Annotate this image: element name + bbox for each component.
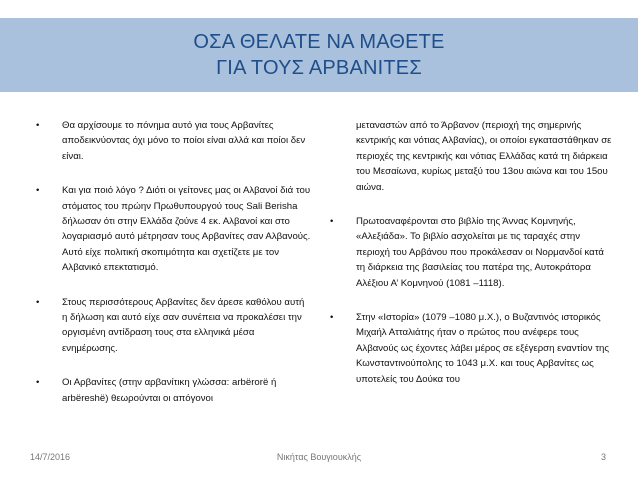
bullet-icon: • — [36, 120, 40, 131]
slide-title-line-2: ΓΙΑ ΤΟΥΣ ΑΡΒΑΝΙΤΕΣ — [216, 57, 422, 79]
page-number: 3 — [600, 452, 606, 462]
bullet-item: • Στους περισσότερους Αρβανίτες δεν άρεσε καθόλου αυτή η δήλωση και αυτό είχε σαν συνέπεια να προκαλέσει την οργισμένη αντίδραση τους στα ελληνικά μέσα ενημέρωσης. — [36, 296, 305, 354]
footer-date: 14/7/2016 — [30, 452, 71, 462]
bullet-icon: • — [36, 296, 40, 308]
bullet-icon: • — [36, 185, 40, 197]
slide-title-line-1: ΟΣΑ ΘΕΛΑΤΕ ΝΑ ΜΑΘΕΤΕ — [193, 31, 445, 53]
left-column — [36, 118, 312, 425]
continued-paragraph: μεταναστών από το Άρβανον (περιοχή της σημερινής κεντρικής και νότιας Αλβανίας), οι οποίοι εγκαταστάθηκαν σε περιοχές της κεντρικής και νότιας Ελλάδας κατά τη διάρκεια του Μεσαίωνα, κυρίως μεταξύ του 13ου αιώνα και του 15ου αιώνα. — [356, 120, 612, 193]
bullet-item: • Στην «Ιστορία» (1079 –1080 μ.Χ.), ο Βυζαντινός ιστορικός Μιχαήλ Ατταλιάτης ήταν ο πρώτος που ανέφερε τους Αλβανούς ως έχοντες λάβει μέρος σε εξέγερση εναντίον της Κωνσταντινούπολης το 1043 μ.Χ. και τους Αρβανίτες ως υποτελείς του Δούκα του — [330, 312, 609, 385]
right-column — [330, 118, 612, 406]
bullet-icon: • — [330, 312, 334, 324]
footer-author: Νικήτας Βουγιουκλής — [276, 452, 362, 462]
bullet-icon: • — [330, 216, 334, 228]
bullet-item: • Πρωτοαναφέρονται στο βιβλίο της Άννας Κομνηνής, «Αλεξιάδα». Το βιβλίο ασχολείται με τις ταραχές στην περιοχή του Αρβάνου που προκάλεσαν οι Νορμανδοί κατά τη διάρκεια της βασιλείας του πατέρα της, Αυτοκράτορα Αλέξιου Α’ Κομνηνού (1081 –1118). — [330, 216, 604, 289]
bullet-icon: • — [36, 377, 40, 389]
bullet-item: • Και για ποιό λόγο ? Διότι οι γείτονες μας οι Αλβανοί διά του στόματος του πρώην Πρωθυπουργού τους Sali Berisha δήλωσαν ότι στην Ελλάδα ζούνε 4 εκ. Αλβανοί και στο λογαριασμό αυτό μέτρησαν τους Αρβανίτες σαν Αλβανούς. Αυτό είχε πολιτική σκοπιμότητα και σχετίζετε με τον Αλβανικό επεκτατισμό. — [36, 185, 311, 274]
title-banner — [0, 18, 638, 92]
bullet-item: • Θα αρχίσουμε το πόνημα αυτό για τους Αρβανίτες αποδεικνύοντας όχι μόνο το ποίοι είναι αλλά και ποίοι δεν είναι. — [36, 120, 306, 162]
bullet-item: • Οι Αρβανίτες (στην αρβανίτικη γλώσσα: arbërorë ή arbëreshë) θεωρούνται οι απόγονοι — [36, 377, 277, 404]
